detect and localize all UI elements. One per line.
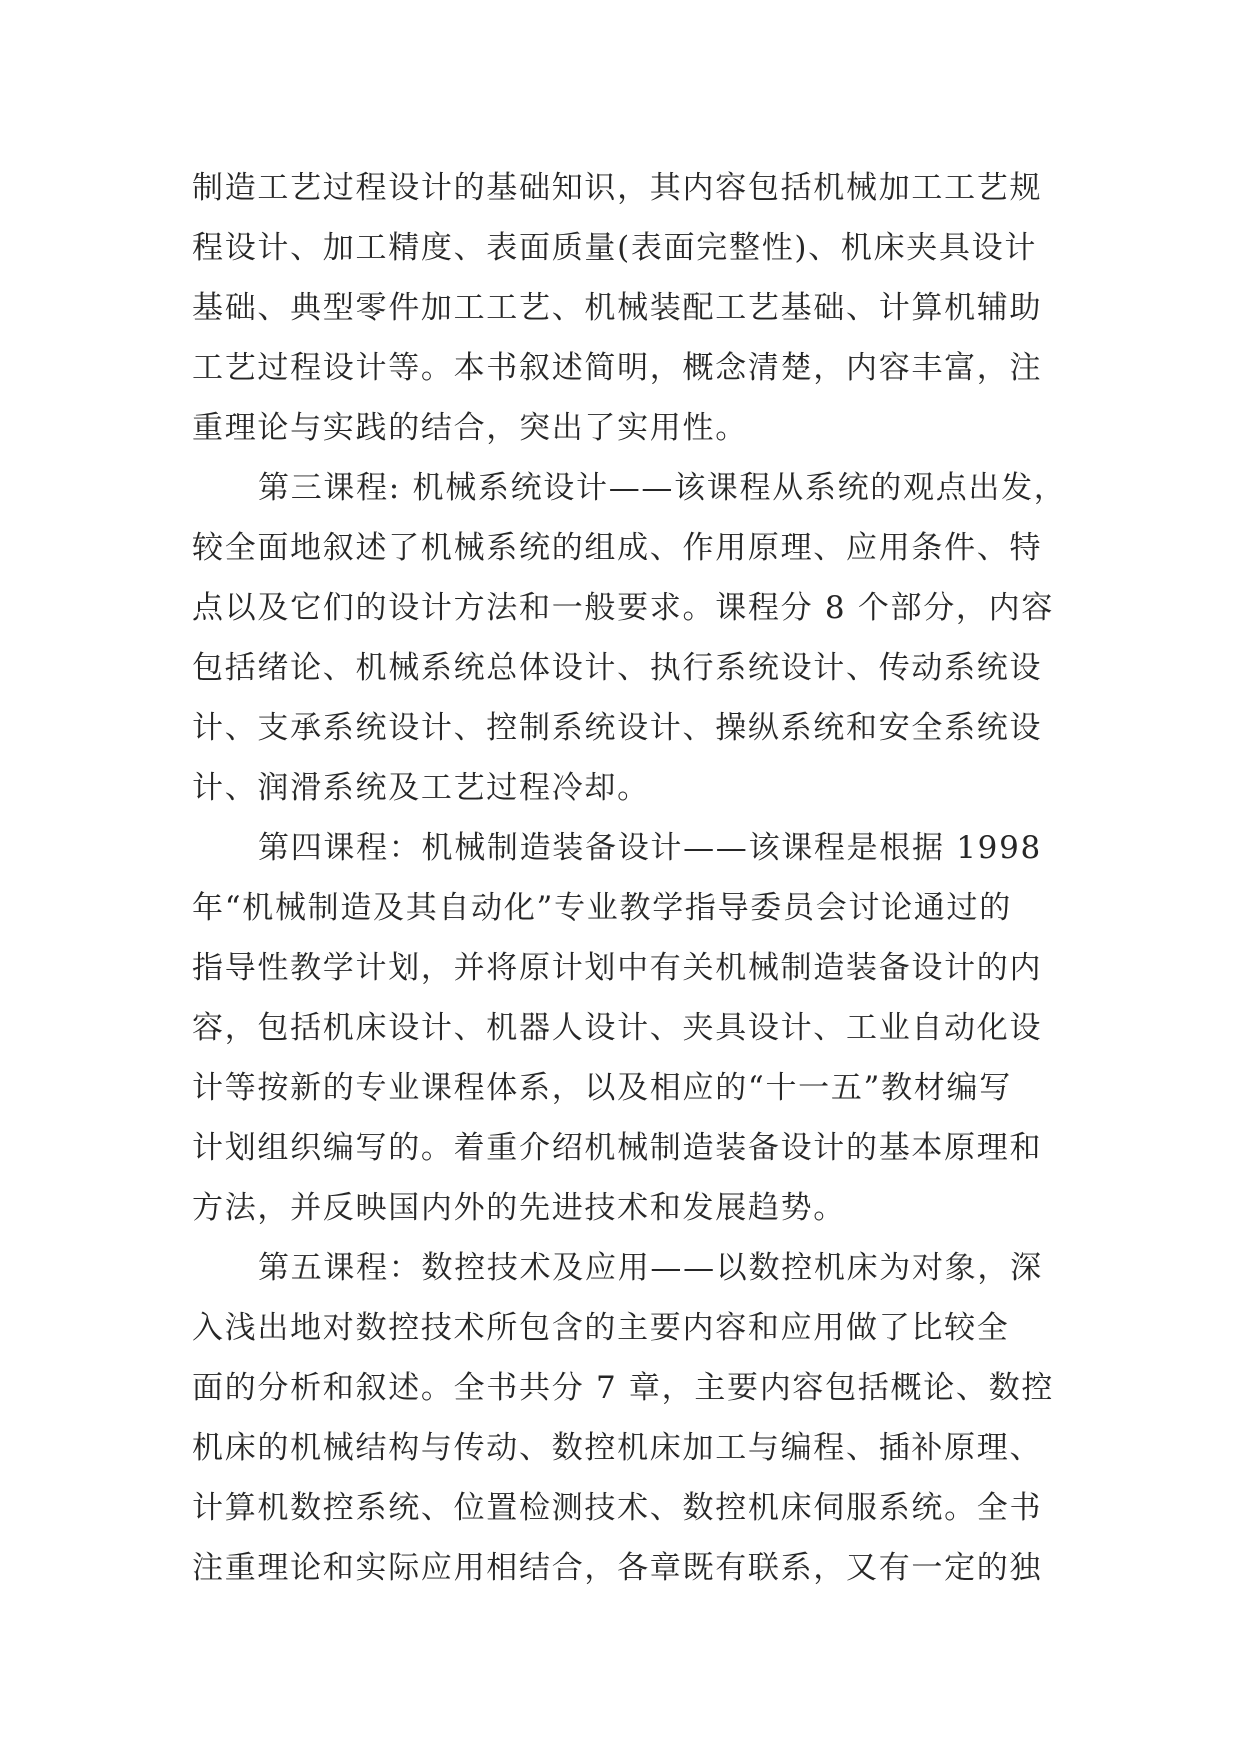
text-line: 较全面地叙述了机械系统的组成、作用原理、应用条件、特 (192, 530, 1043, 566)
text-line: 计算机数控系统、位置检测技术、数控机床伺服系统。全书 (192, 1490, 1043, 1526)
text-line: 计等按新的专业课程体系，以及相应的“十一五”教材编写 (192, 1070, 1012, 1106)
text-line: 面的分析和叙述。全书共分 7 章，主要内容包括概论、数控 (192, 1370, 1055, 1406)
text-line: 制造工艺过程设计的基础知识，其内容包括机械加工工艺规 (192, 170, 1043, 206)
text-line: 包括绪论、机械系统总体设计、执行系统设计、传动系统设 (192, 650, 1043, 686)
text-line: 容，包括机床设计、机器人设计、夹具设计、工业自动化设 (192, 1010, 1043, 1046)
text-line: 注重理论和实际应用相结合，各章既有联系，又有一定的独 (192, 1550, 1043, 1586)
text-line: 基础、典型零件加工工艺、机械装配工艺基础、计算机辅助 (192, 290, 1043, 326)
text-line: 计、支承系统设计、控制系统设计、操纵系统和安全系统设 (192, 710, 1043, 746)
text-line: 程设计、加工精度、表面质量(表面完整性)、机床夹具设计 (192, 230, 1038, 266)
text-line: 计划组织编写的。着重介绍机械制造装备设计的基本原理和 (192, 1130, 1043, 1166)
text-line: 年“机械制造及其自动化”专业教学指导委员会讨论通过的 (192, 890, 1012, 926)
text-line: 点以及它们的设计方法和一般要求。课程分 8 个部分，内容 (192, 590, 1055, 626)
paragraph-start-course-3: 第三课程: 机械系统设计——该课程从系统的观点出发， (258, 470, 1067, 506)
body-text (192, 158, 1067, 1598)
text-line: 入浅出地对数控技术所包含的主要内容和应用做了比较全 (192, 1310, 1010, 1346)
text-line: 计、润滑系统及工艺过程冷却。 (192, 770, 650, 806)
text-line: 工艺过程设计等。本书叙述简明，概念清楚，内容丰富，注 (192, 350, 1043, 386)
text-line: 机床的机械结构与传动、数控机床加工与编程、插补原理、 (192, 1430, 1043, 1466)
paragraph-start-course-5: 第五课程：数控技术及应用——以数控机床为对象，深 (258, 1250, 1043, 1286)
text-line: 方法，并反映国内外的先进技术和发展趋势。 (192, 1190, 846, 1226)
paragraph-start-course-4: 第四课程：机械制造装备设计——该课程是根据 1998 (258, 830, 1042, 866)
text-line: 重理论与实践的结合，突出了实用性。 (192, 410, 748, 446)
text-line: 指导性教学计划，并将原计划中有关机械制造装备设计的内 (192, 950, 1043, 986)
